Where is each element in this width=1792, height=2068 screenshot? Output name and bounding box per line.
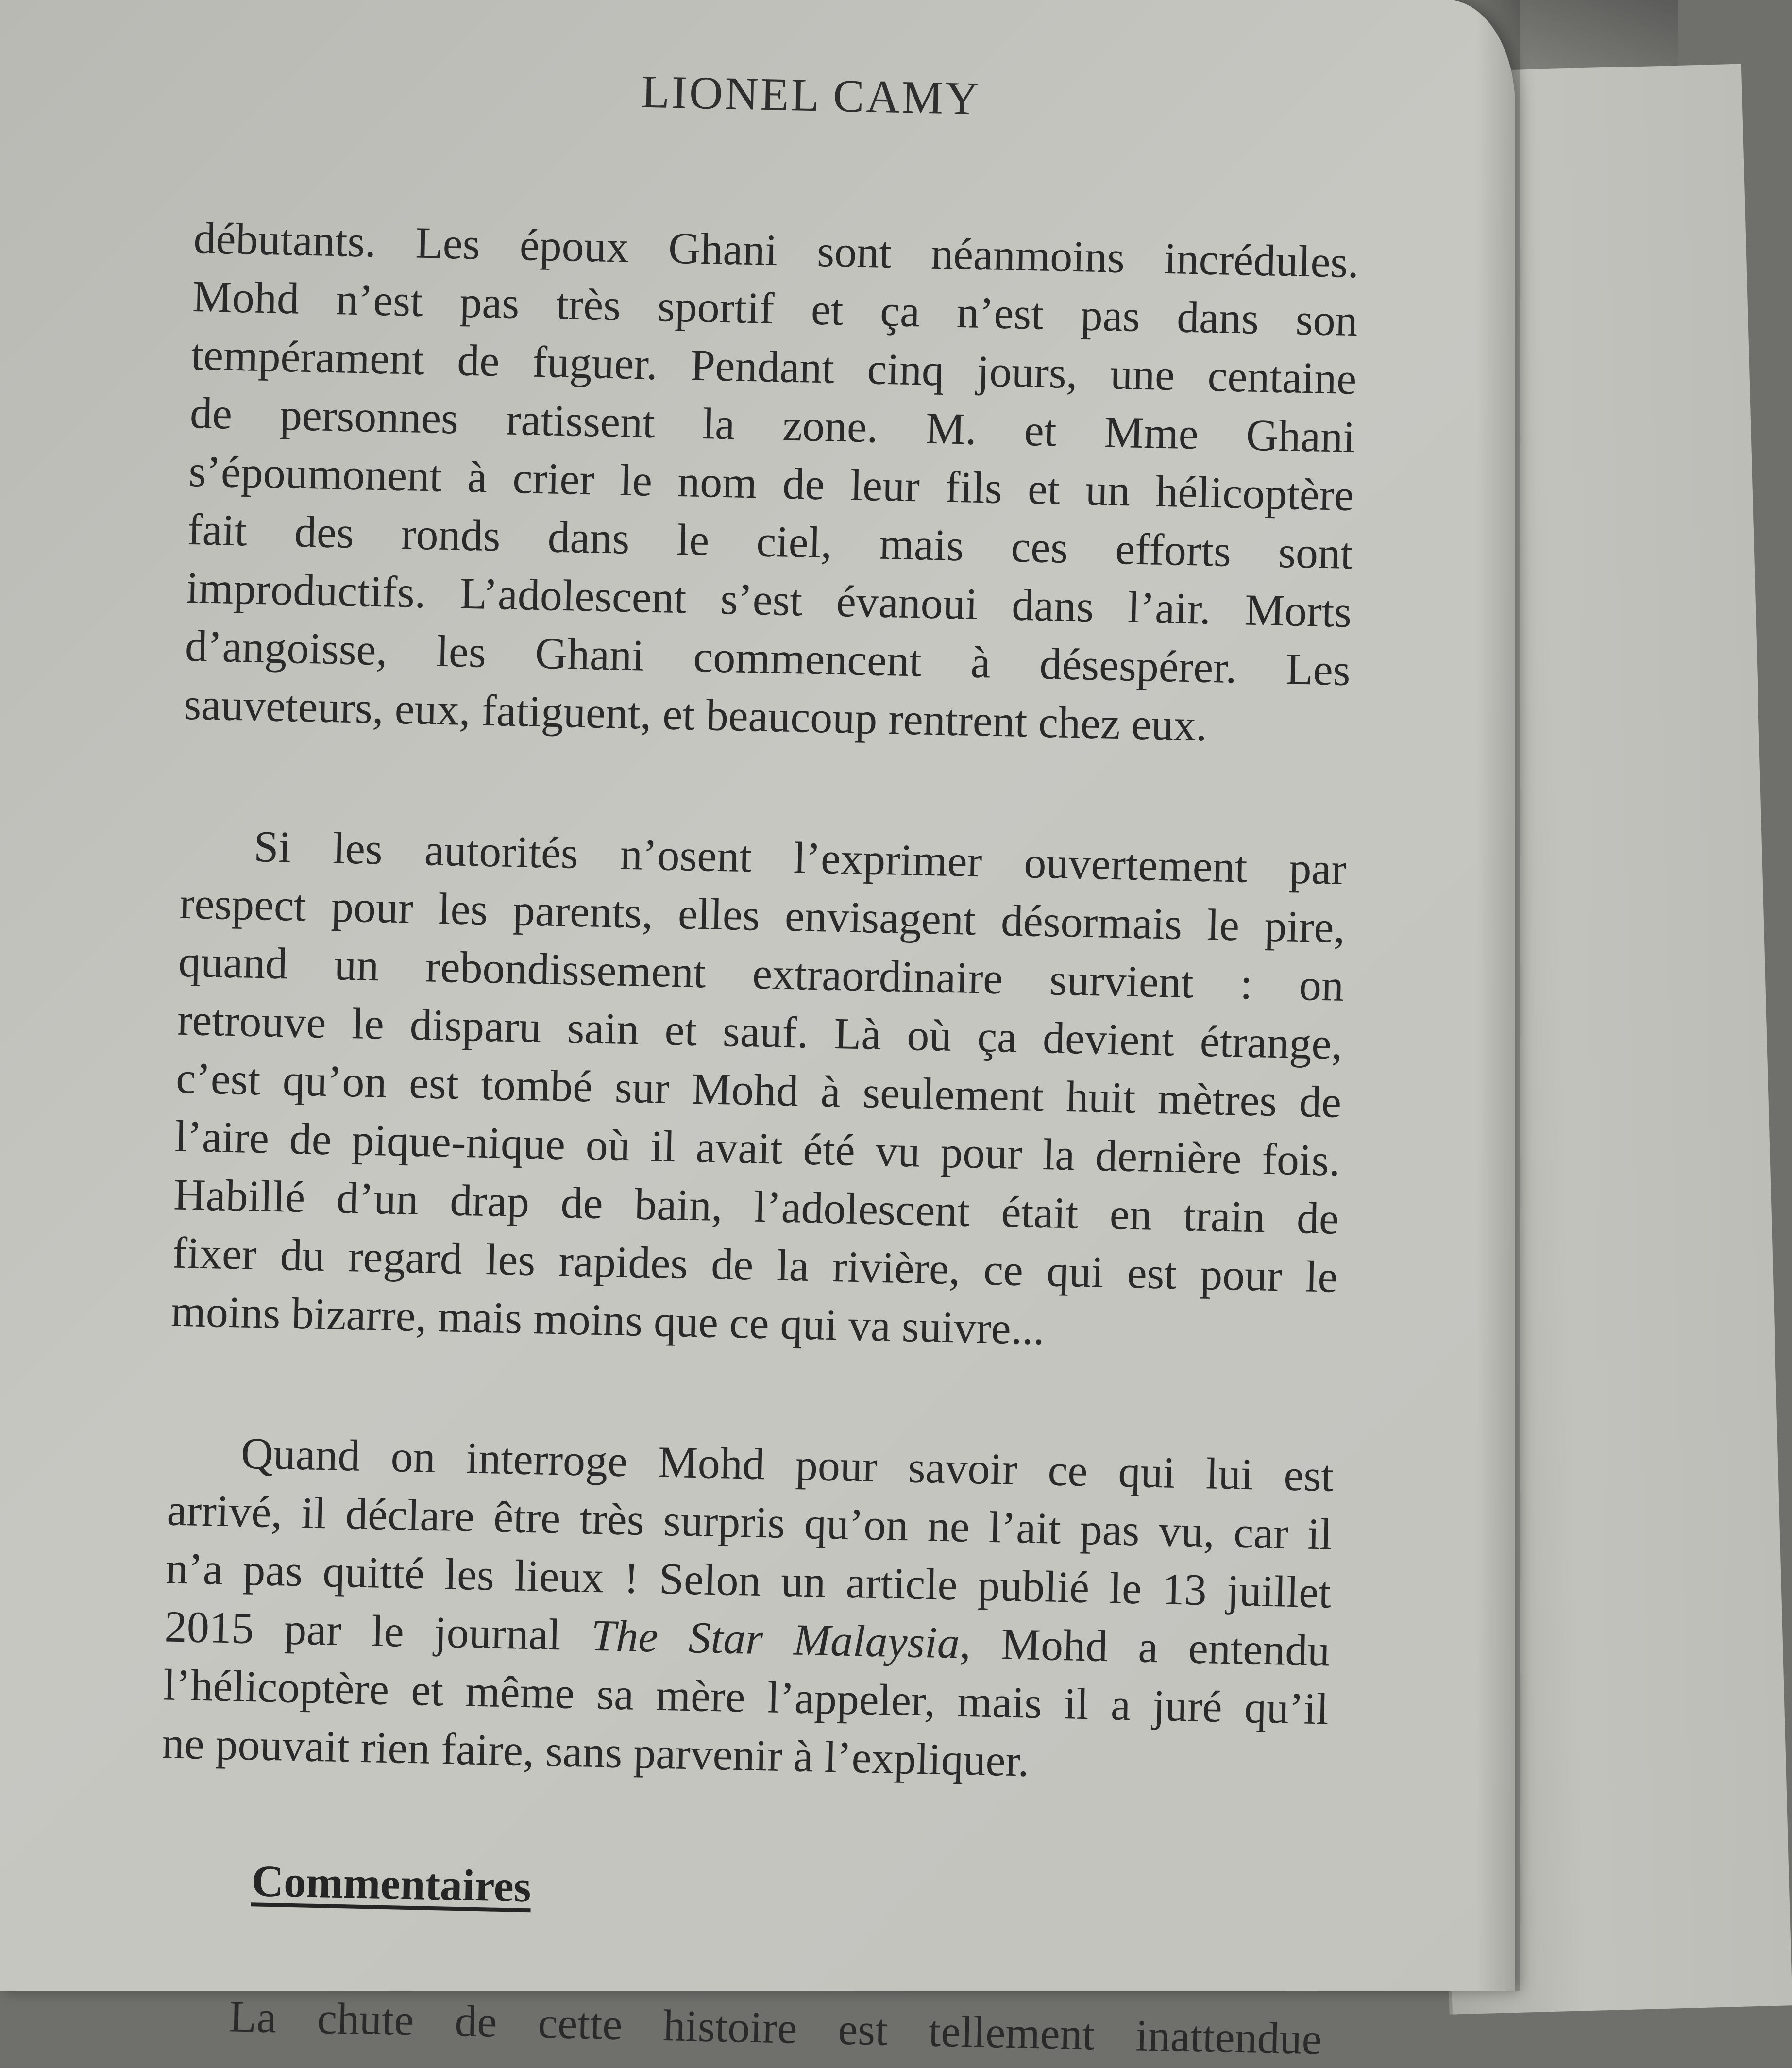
text-line: ne pouvait rien faire, sans parvenir à l’expliquer. (161, 1718, 1030, 1786)
paragraph-4 (156, 1985, 1322, 2068)
text-line: La chute de cette histoire est tellement inattendue (228, 1991, 1322, 2064)
text-fragment: , Mohd a entendu (959, 1618, 1331, 1676)
text-line: arrivé, il déclare être très surpris qu’on ne l’ait pas vu, car il (166, 1485, 1333, 1559)
text-line: c’est qu’on est tombé sur Mohd à seulement huit mètres de (175, 1053, 1342, 1127)
page-gutter-shadow (1476, 0, 1520, 1991)
body-text (156, 209, 1360, 2068)
text-line: Quand on interroge Mohd pour savoir ce qui lui est (240, 1428, 1334, 1501)
text-line: fait des ronds dans le ciel, mais ces efforts sont (187, 504, 1353, 579)
text-line: improductifs. L’adolescent s’est évanoui dans l’air. Morts (186, 562, 1352, 637)
text-line: d’angoisse, les Ghani commencent à désespérer. Les (185, 621, 1351, 695)
text-line: tempérament de fuguer. Pendant cinq jours, une centaine (190, 329, 1357, 404)
paragraph-1 (183, 209, 1359, 757)
text-line: Si les autorités n’osent l’exprimer ouvertement par (253, 821, 1347, 894)
text-line: sauveteurs, eux, fatiguent, et beaucoup rentrent chez eux. (183, 679, 1208, 750)
text-line: l’hélicoptère et même sa mère l’appeler, mais il a juré qu’il (163, 1660, 1329, 1734)
text-line: fixer du regard les rapides de la rivière, ce qui est pour le (171, 1227, 1338, 1302)
text-line: l’aire de pique-nique où il avait été vu pour la dernière fois. (174, 1111, 1341, 1185)
text-line: n’a pas quitté les lieux ! Selon un article publié le 13 juillet (165, 1543, 1332, 1617)
text-line: respect pour les parents, elles envisagent désormais le pire, (179, 878, 1346, 952)
text-line: Habillé d’un drap de bain, l’adolescent était en train de (173, 1169, 1340, 1244)
text-line: quand un rebondissement extraordinaire survient : on (178, 936, 1345, 1010)
text-line: Mohd n’est pas très sportif et ça n’est pas dans son (192, 271, 1358, 346)
newspaper-title: The Star Malaysia (591, 1610, 961, 1668)
text-line: s’époumonent à crier le nom de leur fils et un hélicoptère (188, 446, 1355, 521)
text-line: débutants. Les époux Ghani sont néanmoins incrédules. (193, 213, 1360, 287)
text-fragment: 2015 par le journal (164, 1601, 592, 1660)
running-head: LIONEL CAMY (641, 65, 981, 125)
text-line: de personnes ratissent la zone. M. et Mme Ghani (189, 387, 1356, 462)
section-heading: Commentaires (251, 1856, 532, 1912)
text-line: retrouve le disparu sain et sauf. Là où ça devient étrange, (176, 994, 1343, 1069)
paragraph-3 (162, 1422, 1335, 1796)
text-line: moins bizarre, mais moins que ce qui va suivre... (170, 1286, 1045, 1354)
paragraph-2 (170, 816, 1347, 1364)
